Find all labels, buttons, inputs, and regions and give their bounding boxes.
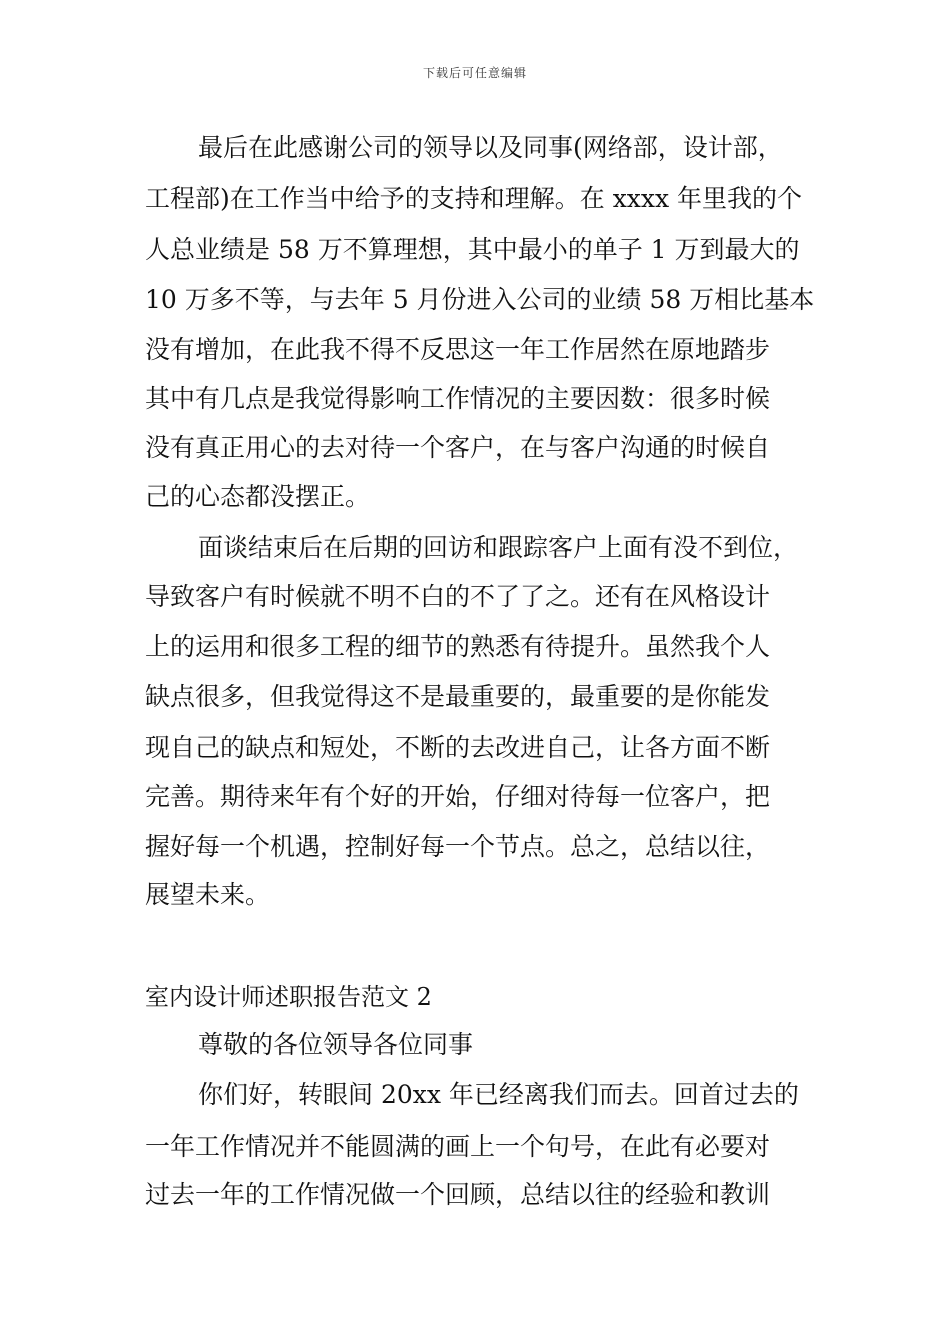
paragraph-line: 展望未来。 (145, 880, 271, 909)
salutation: 尊敬的各位领导各位同事 (198, 1030, 474, 1059)
paragraph-line: 面谈结束后在后期的回访和跟踪客户上面有没不到位， (198, 533, 799, 562)
section-title: 室内设计师述职报告范文 2 (145, 983, 432, 1011)
paragraph-line: 一年工作情况并不能圆满的画上一个句号，在此有必要对 (145, 1132, 771, 1161)
paragraph-line: 人总业绩是 58 万不算理想，其中最小的单子 1 万到最大的 (145, 235, 800, 264)
header-note: 下载后可任意编辑 (422, 66, 527, 80)
paragraph-line: 没有增加，在此我不得不反思这一年工作居然在原地踏步 (145, 335, 771, 364)
paragraph-line: 没有真正用心的去对待一个客户，在与客户沟通的时候自 (145, 433, 771, 462)
paragraph-line: 己的心态都没摆正。 (145, 482, 371, 511)
paragraph-line: 最后在此感谢公司的领导以及同事(网络部，设计部， (198, 133, 783, 162)
paragraph-line: 10 万多不等，与去年 5 月份进入公司的业绩 58 万相比基本 (145, 285, 815, 314)
paragraph-line: 工程部)在工作当中给予的支持和理解。在 xxxx 年里我的个 (145, 184, 803, 213)
paragraph-line: 上的运用和很多工程的细节的熟悉有待提升。虽然我个人 (145, 632, 771, 661)
paragraph-line: 导致客户有时候就不明不白的不了了之。还有在风格设计 (145, 582, 771, 611)
paragraph-line: 你们好，转眼间 20xx 年已经离我们而去。回首过去的 (198, 1080, 799, 1109)
paragraph-line: 完善。期待来年有个好的开始，仔细对待每一位客户，把 (145, 782, 771, 811)
paragraph-line: 其中有几点是我觉得影响工作情况的主要因数：很多时候 (145, 384, 771, 413)
paragraph-line: 过去一年的工作情况做一个回顾，总结以往的经验和教训 (145, 1180, 771, 1209)
paragraph-line: 缺点很多，但我觉得这不是最重要的，最重要的是你能发 (145, 682, 771, 711)
paragraph-line: 现自己的缺点和短处，不断的去改进自己，让各方面不断 (145, 733, 771, 762)
paragraph-line: 握好每一个机遇，控制好每一个节点。总之，总结以往， (145, 832, 771, 861)
